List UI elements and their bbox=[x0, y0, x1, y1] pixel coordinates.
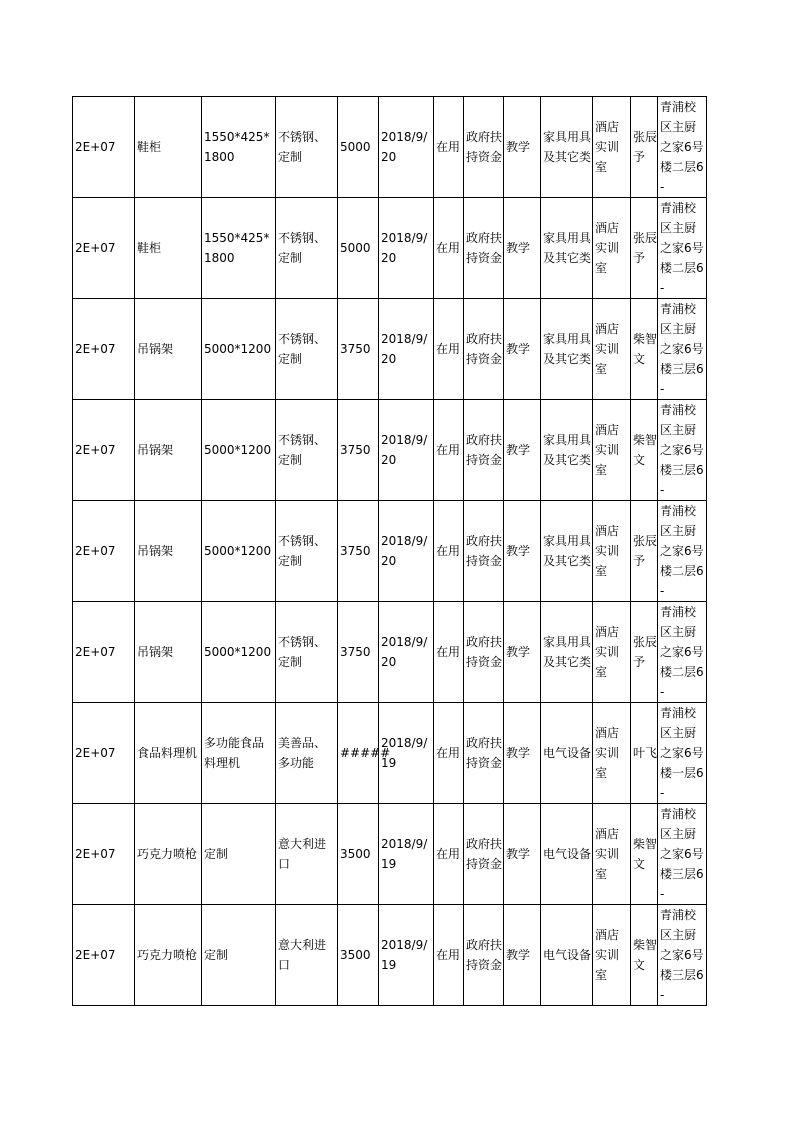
status-cell: 在用 bbox=[434, 703, 464, 804]
location-cell: 青浦校区主厨之家6号楼三层6- bbox=[658, 299, 707, 400]
price-cell: 3500 bbox=[338, 905, 379, 1006]
department-cell: 酒店实训室 bbox=[593, 400, 631, 501]
fund-source-cell: 政府扶持资金 bbox=[464, 602, 504, 703]
asset-name-cell: 吊锅架 bbox=[135, 400, 202, 501]
table-row bbox=[73, 602, 707, 703]
usage-cell: 教学 bbox=[504, 400, 541, 501]
asset-number-cell: 2E+07 bbox=[73, 501, 135, 602]
department-cell: 酒店实训室 bbox=[593, 905, 631, 1006]
material-cell: 不锈钢、定制 bbox=[276, 97, 338, 198]
price-cell: 3750 bbox=[338, 602, 379, 703]
price-cell: 3500 bbox=[338, 804, 379, 905]
category-cell: 电气设备 bbox=[541, 905, 593, 1006]
category-cell: 家具用具及其它类 bbox=[541, 198, 593, 299]
spec-cell: 5000*1200 bbox=[202, 299, 276, 400]
asset-table bbox=[72, 96, 707, 1006]
status-cell: 在用 bbox=[434, 97, 464, 198]
date-cell: 2018/9/20 bbox=[379, 602, 434, 703]
keeper-cell: 叶飞 bbox=[631, 703, 658, 804]
keeper-cell: 柴智文 bbox=[631, 804, 658, 905]
date-cell: 2018/9/20 bbox=[379, 299, 434, 400]
asset-name-cell: 吊锅架 bbox=[135, 602, 202, 703]
date-cell: 2018/9/20 bbox=[379, 198, 434, 299]
department-cell: 酒店实训室 bbox=[593, 198, 631, 299]
spec-cell: 定制 bbox=[202, 804, 276, 905]
material-cell: 不锈钢、定制 bbox=[276, 501, 338, 602]
usage-cell: 教学 bbox=[504, 703, 541, 804]
status-cell: 在用 bbox=[434, 905, 464, 1006]
category-cell: 家具用具及其它类 bbox=[541, 602, 593, 703]
fund-source-cell: 政府扶持资金 bbox=[464, 198, 504, 299]
location-cell: 青浦校区主厨之家6号楼二层6- bbox=[658, 602, 707, 703]
usage-cell: 教学 bbox=[504, 97, 541, 198]
location-cell: 青浦校区主厨之家6号楼一层6- bbox=[658, 703, 707, 804]
asset-number-cell: 2E+07 bbox=[73, 905, 135, 1006]
spec-cell: 定制 bbox=[202, 905, 276, 1006]
asset-name-cell: 巧克力喷枪 bbox=[135, 905, 202, 1006]
spec-cell: 5000*1200 bbox=[202, 501, 276, 602]
date-cell: 2018/9/20 bbox=[379, 400, 434, 501]
department-cell: 酒店实训室 bbox=[593, 501, 631, 602]
material-cell: 不锈钢、定制 bbox=[276, 602, 338, 703]
price-cell: 5000 bbox=[338, 97, 379, 198]
table-row bbox=[73, 299, 707, 400]
table-row bbox=[73, 97, 707, 198]
price-cell: ##### bbox=[338, 703, 379, 804]
table-row bbox=[73, 400, 707, 501]
category-cell: 电气设备 bbox=[541, 703, 593, 804]
asset-number-cell: 2E+07 bbox=[73, 804, 135, 905]
department-cell: 酒店实训室 bbox=[593, 602, 631, 703]
department-cell: 酒店实训室 bbox=[593, 804, 631, 905]
category-cell: 家具用具及其它类 bbox=[541, 400, 593, 501]
table-row bbox=[73, 905, 707, 1006]
keeper-cell: 张辰予 bbox=[631, 97, 658, 198]
material-cell: 意大利进口 bbox=[276, 804, 338, 905]
asset-number-cell: 2E+07 bbox=[73, 198, 135, 299]
asset-name-cell: 吊锅架 bbox=[135, 299, 202, 400]
status-cell: 在用 bbox=[434, 400, 464, 501]
usage-cell: 教学 bbox=[504, 501, 541, 602]
keeper-cell: 张辰予 bbox=[631, 602, 658, 703]
fund-source-cell: 政府扶持资金 bbox=[464, 97, 504, 198]
price-cell: 3750 bbox=[338, 501, 379, 602]
location-cell: 青浦校区主厨之家6号楼三层6- bbox=[658, 905, 707, 1006]
keeper-cell: 张辰予 bbox=[631, 501, 658, 602]
category-cell: 家具用具及其它类 bbox=[541, 97, 593, 198]
location-cell: 青浦校区主厨之家6号楼二层6- bbox=[658, 97, 707, 198]
fund-source-cell: 政府扶持资金 bbox=[464, 299, 504, 400]
department-cell: 酒店实训室 bbox=[593, 703, 631, 804]
status-cell: 在用 bbox=[434, 299, 464, 400]
location-cell: 青浦校区主厨之家6号楼三层6- bbox=[658, 400, 707, 501]
table-body bbox=[73, 97, 707, 1006]
asset-number-cell: 2E+07 bbox=[73, 400, 135, 501]
status-cell: 在用 bbox=[434, 198, 464, 299]
usage-cell: 教学 bbox=[504, 602, 541, 703]
table-row bbox=[73, 198, 707, 299]
department-cell: 酒店实训室 bbox=[593, 97, 631, 198]
usage-cell: 教学 bbox=[504, 198, 541, 299]
asset-name-cell: 鞋柜 bbox=[135, 97, 202, 198]
table-row bbox=[73, 703, 707, 804]
price-cell: 3750 bbox=[338, 299, 379, 400]
category-cell: 家具用具及其它类 bbox=[541, 299, 593, 400]
fund-source-cell: 政府扶持资金 bbox=[464, 703, 504, 804]
keeper-cell: 柴智文 bbox=[631, 400, 658, 501]
department-cell: 酒店实训室 bbox=[593, 299, 631, 400]
status-cell: 在用 bbox=[434, 602, 464, 703]
asset-number-cell: 2E+07 bbox=[73, 602, 135, 703]
category-cell: 家具用具及其它类 bbox=[541, 501, 593, 602]
material-cell: 不锈钢、定制 bbox=[276, 198, 338, 299]
price-cell: 3750 bbox=[338, 400, 379, 501]
fund-source-cell: 政府扶持资金 bbox=[464, 905, 504, 1006]
price-cell: 5000 bbox=[338, 198, 379, 299]
category-cell: 电气设备 bbox=[541, 804, 593, 905]
material-cell: 美善品、多功能 bbox=[276, 703, 338, 804]
table-row bbox=[73, 501, 707, 602]
table-row bbox=[73, 804, 707, 905]
asset-name-cell: 鞋柜 bbox=[135, 198, 202, 299]
material-cell: 不锈钢、定制 bbox=[276, 299, 338, 400]
status-cell: 在用 bbox=[434, 804, 464, 905]
spec-cell: 1550*425*1800 bbox=[202, 198, 276, 299]
keeper-cell: 张辰予 bbox=[631, 198, 658, 299]
fund-source-cell: 政府扶持资金 bbox=[464, 400, 504, 501]
asset-number-cell: 2E+07 bbox=[73, 97, 135, 198]
date-cell: 2018/9/19 bbox=[379, 804, 434, 905]
date-cell: 2018/9/19 bbox=[379, 905, 434, 1006]
location-cell: 青浦校区主厨之家6号楼二层6- bbox=[658, 501, 707, 602]
fund-source-cell: 政府扶持资金 bbox=[464, 501, 504, 602]
asset-number-cell: 2E+07 bbox=[73, 703, 135, 804]
material-cell: 不锈钢、定制 bbox=[276, 400, 338, 501]
date-cell: 2018/9/20 bbox=[379, 97, 434, 198]
location-cell: 青浦校区主厨之家6号楼二层6- bbox=[658, 198, 707, 299]
keeper-cell: 柴智文 bbox=[631, 299, 658, 400]
keeper-cell: 柴智文 bbox=[631, 905, 658, 1006]
fund-source-cell: 政府扶持资金 bbox=[464, 804, 504, 905]
location-cell: 青浦校区主厨之家6号楼三层6- bbox=[658, 804, 707, 905]
status-cell: 在用 bbox=[434, 501, 464, 602]
asset-number-cell: 2E+07 bbox=[73, 299, 135, 400]
spec-cell: 1550*425*1800 bbox=[202, 97, 276, 198]
material-cell: 意大利进口 bbox=[276, 905, 338, 1006]
usage-cell: 教学 bbox=[504, 804, 541, 905]
spec-cell: 多功能食品料理机 bbox=[202, 703, 276, 804]
date-cell: 2018/9/20 bbox=[379, 501, 434, 602]
usage-cell: 教学 bbox=[504, 905, 541, 1006]
asset-name-cell: 吊锅架 bbox=[135, 501, 202, 602]
asset-name-cell: 巧克力喷枪 bbox=[135, 804, 202, 905]
asset-name-cell: 食品料理机 bbox=[135, 703, 202, 804]
spec-cell: 5000*1200 bbox=[202, 602, 276, 703]
date-cell: 2018/9/19 bbox=[379, 703, 434, 804]
usage-cell: 教学 bbox=[504, 299, 541, 400]
spec-cell: 5000*1200 bbox=[202, 400, 276, 501]
